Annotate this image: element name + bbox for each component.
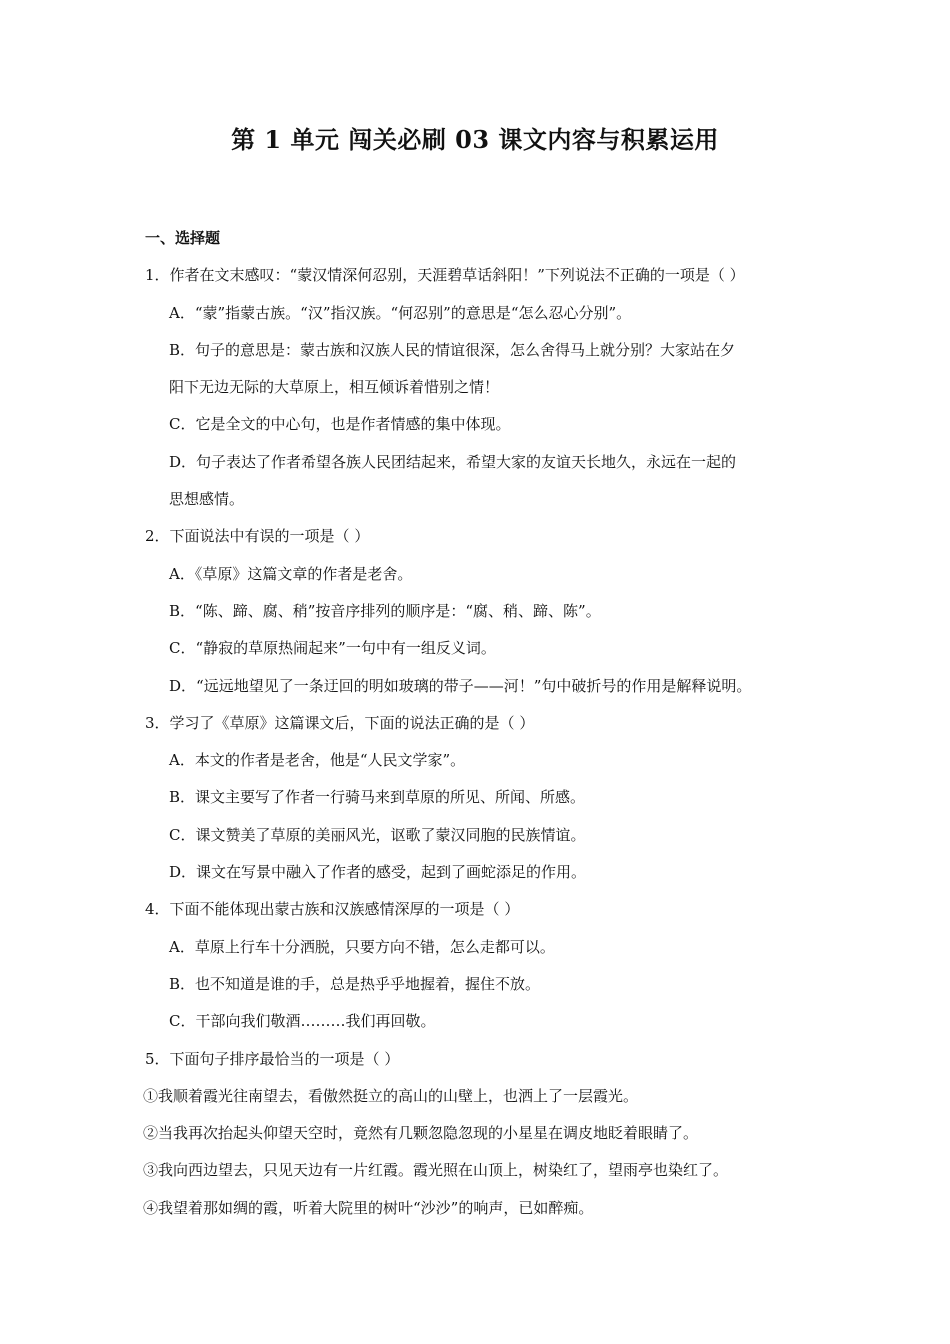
option-a: A．草原上行车十分洒脱，只要方向不错，怎么走都可以。 xyxy=(169,937,555,956)
option-d-continued: 思想感情。 xyxy=(169,490,245,509)
sentence-2: ②当我再次抬起头仰望天空时，竟然有几颗忽隐忽现的小星星在调皮地眨着眼睛了。 xyxy=(143,1124,699,1143)
sentence-3: ③我向西边望去，只见天边有一片红霞。霞光照在山顶上，树染红了，望雨亭也染红了。 xyxy=(143,1161,729,1180)
question-stem: 5．下面句子排序最恰当的一项是（ ） xyxy=(145,1049,400,1068)
option-a: A．本文的作者是老舍，他是“人民文学家”。 xyxy=(169,751,466,770)
option-c: C．干部向我们敬酒………我们再回敬。 xyxy=(169,1012,436,1031)
option-c: C．“静寂的草原热闹起来”一句中有一组反义词。 xyxy=(169,639,496,658)
page-title: 第 1 单元 闯关必刷 03 课文内容与积累运用 xyxy=(231,125,719,154)
sentence-1: ①我顺着霞光往南望去，看傲然挺立的高山的山壁上，也洒上了一层霞光。 xyxy=(143,1086,639,1105)
question-stem: 3．学习了《草原》这篇课文后，下面的说法正确的是（ ） xyxy=(145,713,535,732)
question-stem: 4．下面不能体现出蒙古族和汉族感情深厚的一项是（ ） xyxy=(145,900,520,919)
question-stem: 1．作者在文末感叹：“蒙汉情深何忍别，天涯碧草话斜阳！”下列说法不正确的一项是（ ） xyxy=(145,266,745,285)
option-b: B．句子的意思是：蒙古族和汉族人民的情谊很深，怎么舍得马上就分别？大家站在夕 xyxy=(169,340,736,359)
option-d: D．课文在写景中融入了作者的感受，起到了画蛇添足的作用。 xyxy=(169,863,587,882)
section-heading: 一、选择题 xyxy=(145,229,221,247)
question-3 xyxy=(145,705,825,891)
option-c: C．它是全文的中心句，也是作者情感的集中体现。 xyxy=(169,415,511,434)
option-b: B．“陈、蹄、腐、稍”按音序排列的顺序是：“腐、稍、蹄、陈”。 xyxy=(169,601,601,620)
option-b: B．也不知道是谁的手，总是热乎乎地握着，握住不放。 xyxy=(169,974,541,993)
option-b: B．课文主要写了作者一行骑马来到草原的所见、所闻、所感。 xyxy=(169,788,586,807)
option-b-continued: 阳下无边无际的大草原上，相互倾诉着惜别之情！ xyxy=(169,378,500,397)
option-d: D．“远远地望见了一条迂回的明如玻璃的带子——河！”句中破折号的作用是解释说明。 xyxy=(169,676,752,695)
question-4 xyxy=(145,891,825,1040)
question-stem: 2．下面说法中有误的一项是（ ） xyxy=(145,527,370,546)
sentence-4: ④我望着那如绸的霞，听着大院里的树叶“沙沙”的响声，已如醉痴。 xyxy=(143,1198,594,1217)
question-2 xyxy=(145,518,825,704)
option-a: A．“蒙”指蒙古族。“汉”指汉族。“何忍别”的意思是“怎么忍心分别”。 xyxy=(169,303,632,322)
document-body xyxy=(145,220,825,1227)
option-c: C．课文赞美了草原的美丽风光，讴歌了蒙汉同胞的民族情谊。 xyxy=(169,825,586,844)
question-5 xyxy=(145,1041,825,1227)
option-d: D．句子表达了作者希望各族人民团结起来，希望大家的友谊天长地久，永远在一起的 xyxy=(169,452,737,471)
option-a: A．《草原》这篇文章的作者是老舍。 xyxy=(169,564,413,583)
question-1 xyxy=(145,257,825,518)
